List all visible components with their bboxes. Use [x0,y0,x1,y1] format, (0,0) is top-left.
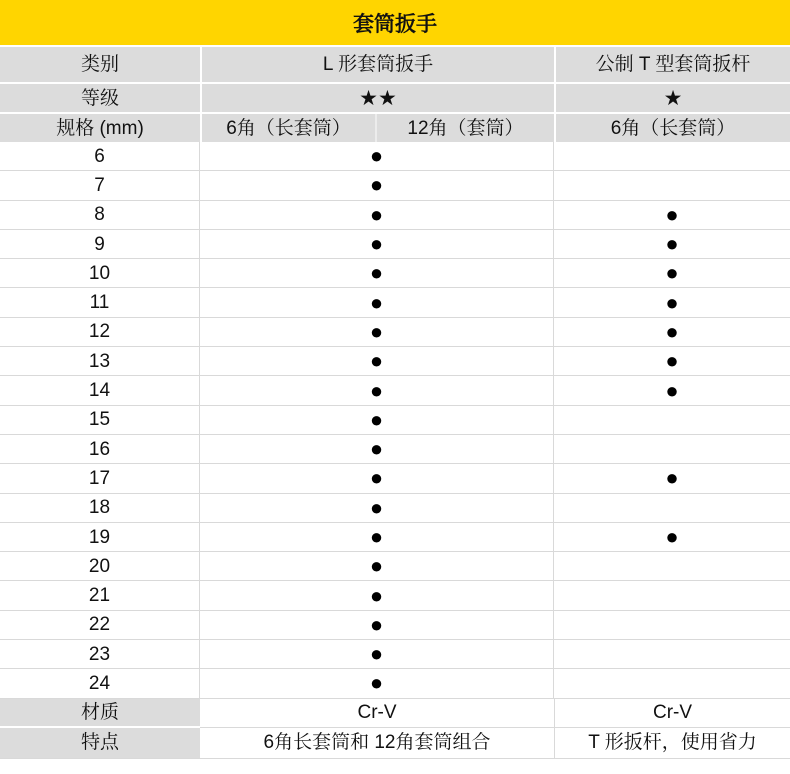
t-availability-dot-cell: ● [665,348,679,374]
category-l-wrench-cell: L 形套筒扳手 [200,47,554,82]
spec-l-12pt-cell: 12角（套筒） [375,114,554,142]
t-availability-dot-cell [554,611,790,639]
material-t-value: Cr-V [554,699,790,728]
l-availability-dot-cell: ● [200,464,554,492]
t-availability-dot-cell: ● [665,318,679,344]
table-row [0,318,790,347]
t-availability-dot-cell: ● [665,524,679,549]
table-row [0,347,790,376]
size-label: 10 [0,259,200,287]
size-label: 6 [0,142,200,170]
table-row [0,464,790,493]
size-label: 11 [0,288,200,316]
l-availability-dot-cell: ● [200,581,554,609]
category-t-wrench-cell: 公制 T 型套筒扳杆 [554,47,790,82]
l-availability-dot-cell: ● [200,288,554,316]
size-label: 21 [0,581,200,609]
size-label: 20 [0,552,200,580]
size-label: 16 [0,435,200,463]
table-row [0,142,790,171]
t-availability-dot-cell: ● [665,260,679,286]
table-row [0,523,790,552]
t-availability-dot-cell [554,171,790,199]
grade-star-t-icon: ★ [554,84,790,112]
l-availability-dot-cell: ● [200,347,554,375]
size-label: 18 [0,494,200,522]
l-availability-dot-cell: ● [200,171,554,199]
size-label: 15 [0,406,200,434]
size-rows-section [0,142,790,699]
table-row [0,640,790,669]
t-availability-dot-cell: ● [665,465,679,491]
size-label: 9 [0,230,200,258]
size-label: 24 [0,669,200,697]
l-availability-dot-cell: ● [200,376,554,404]
feature-t-value: T 形扳杆，使用省力 [554,728,790,759]
t-availability-dot-cell: ● [665,231,679,257]
table-title: 套筒扳手 [0,0,790,45]
material-label: 材质 [0,699,200,728]
l-availability-dot-cell: ● [200,523,554,551]
t-availability-dot-cell [554,142,790,170]
l-availability-dot-cell: ● [200,318,554,346]
table-row [0,201,790,230]
category-label: 类别 [0,47,200,82]
table-row [0,230,790,259]
size-label: 13 [0,347,200,375]
table-row [0,611,790,640]
table-row [0,259,790,288]
table-row [0,376,790,405]
table-row [0,435,790,464]
grade-stars-l-icon: ★★ [200,84,554,112]
l-availability-dot-cell: ● [200,552,554,580]
size-label: 7 [0,171,200,199]
t-availability-dot-cell [554,552,790,580]
l-availability-dot-cell: ● [200,406,554,434]
table-row [0,171,790,200]
feature-row [0,728,790,759]
l-availability-dot-cell: ● [200,142,554,170]
l-availability-dot-cell: ● [200,259,554,287]
size-label: 23 [0,640,200,668]
feature-label: 特点 [0,728,200,759]
t-availability-dot-cell [554,406,790,434]
size-label: 17 [0,464,200,492]
category-row [0,47,790,82]
t-availability-dot-cell [554,435,790,463]
l-availability-dot-cell: ● [200,230,554,258]
l-availability-dot-cell: ● [200,201,554,229]
grade-row [0,84,790,112]
table-row [0,406,790,435]
t-availability-dot-cell [554,494,790,522]
table-row [0,581,790,610]
table-row [0,669,790,698]
table-row [0,552,790,581]
material-row [0,699,790,728]
material-l-value: Cr-V [200,699,554,728]
size-label: 22 [0,611,200,639]
grade-label: 等级 [0,84,200,112]
size-label: 19 [0,523,200,551]
spec-l-hex-cell: 6角（长套筒） [200,114,375,142]
t-availability-dot-cell: ● [665,201,679,227]
t-availability-dot-cell: ● [665,377,679,403]
size-label: 12 [0,318,200,346]
l-availability-dot-cell: ● [200,669,554,697]
spec-t-hex-cell: 6角（长套筒） [554,114,790,142]
t-availability-dot-cell [554,669,790,697]
l-availability-dot-cell: ● [200,640,554,668]
t-availability-dot-cell [554,640,790,668]
l-availability-dot-cell: ● [200,494,554,522]
t-availability-dot-cell: ● [665,289,679,315]
feature-l-value: 6角长套筒和 12角套筒组合 [200,728,554,759]
l-availability-dot-cell: ● [200,435,554,463]
table-row [0,494,790,523]
size-label: 8 [0,201,200,229]
size-label: 14 [0,376,200,404]
table-row [0,288,790,317]
t-availability-dot-cell [554,581,790,609]
spec-row [0,114,790,142]
l-availability-dot-cell: ● [200,611,554,639]
spec-label: 规格 (mm) [0,114,200,142]
